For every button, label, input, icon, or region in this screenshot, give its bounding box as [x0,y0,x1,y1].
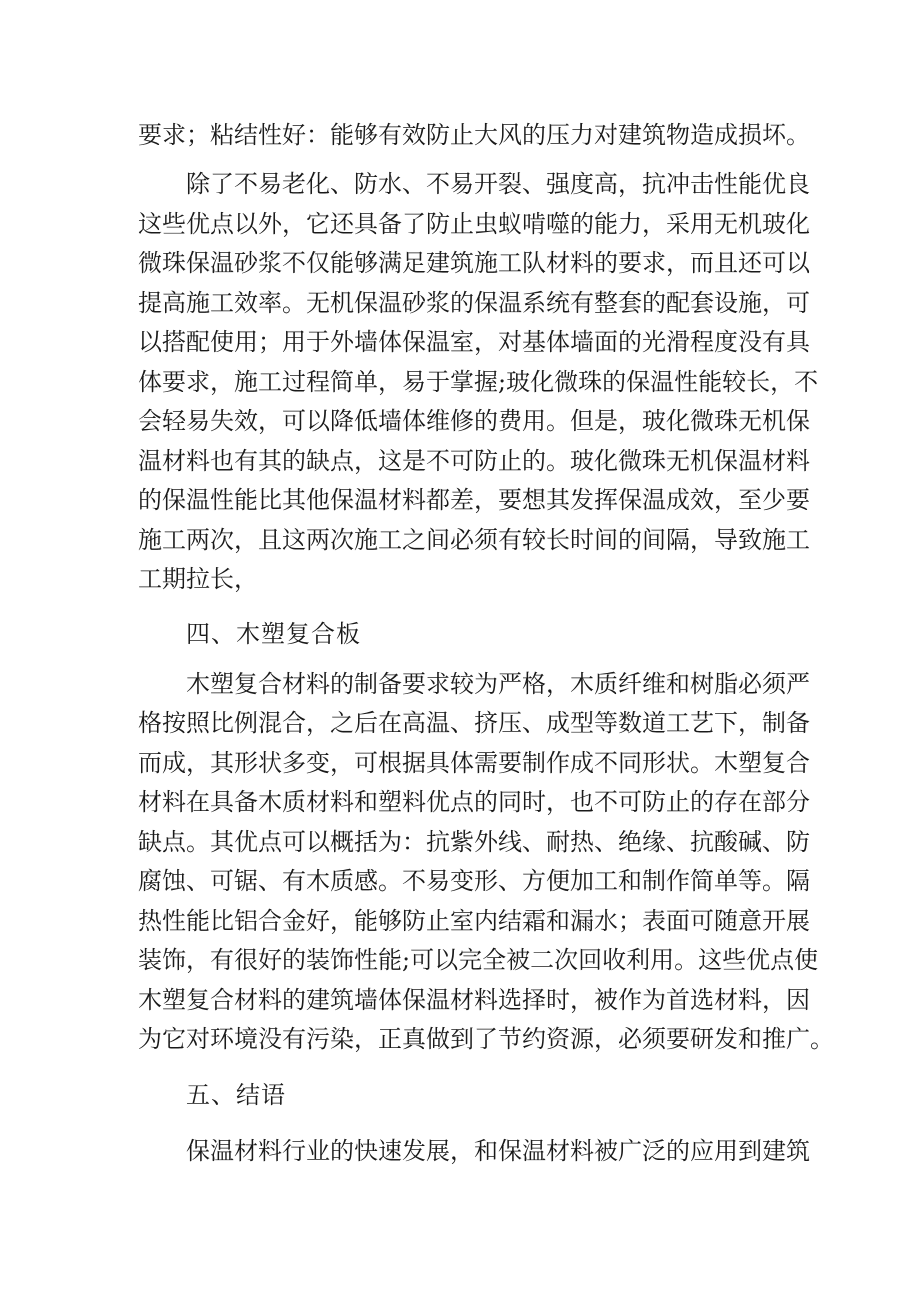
text-line: 腐蚀、可锯、有木质感。不易变形、方便加工和制作简单等。隔 [138,867,810,895]
text-line: 要求；粘结性好：能够有效防止大风的压力对建筑物造成损坏。 [138,121,810,149]
text-line: 装饰，有很好的装饰性能;可以完全被二次回收利用。这些优点使 [138,946,819,974]
text-line: 工期拉长， [138,565,258,593]
text-line: 材料在具备木质材料和塑料优点的同时，也不可防止的存在部分 [138,788,810,816]
text-line: 格按照比例混合，之后在高温、挤压、成型等数道工艺下，制备 [138,709,810,737]
section-heading: 五、结语 [186,1081,286,1109]
text-line: 提高施工效率。无机保温砂浆的保温系统有整套的配套设施，可 [138,289,810,317]
text-line: 除了不易老化、防水、不易开裂、强度高，抗冲击性能优良 [186,170,810,198]
text-line: 热性能比铝合金好，能够防止室内结霜和漏水；表面可随意开展 [138,907,810,935]
text-line: 温材料也有其的缺点，这是不可防止的。玻化微珠无机保温材料 [138,447,810,475]
text-line: 木塑复合材料的制备要求较为严格，木质纤维和树脂必须严 [186,670,810,698]
text-line: 会轻易失效，可以降低墙体维修的费用。但是，玻化微珠无机保 [138,407,810,435]
text-line: 微珠保温砂浆不仅能够满足建筑施工队材料的要求，而且还可以 [138,249,810,277]
text-line: 缺点。其优点可以概括为：抗紫外线、耐热、绝缘、抗酸碱、防 [138,828,810,856]
text-line: 这些优点以外，它还具备了防止虫蚁啃噬的能力，采用无机玻化 [138,210,810,238]
text-line: 体要求，施工过程简单，易于掌握;玻化微珠的保温性能较长，不 [138,368,819,396]
text-line: 保温材料行业的快速发展，和保温材料被广泛的应用到建筑 [186,1137,810,1165]
text-line: 为它对环境没有污染，正真做到了节约资源，必须要研发和推广。 [138,1025,834,1053]
text-line: 以搭配使用；用于外墙体保温室，对基体墙面的光滑程度没有具 [138,328,810,356]
text-line: 施工两次，且这两次施工之间必须有较长时间的间隔，导致施工 [138,526,810,554]
text-line: 的保温性能比其他保温材料都差，要想其发挥保温成效，至少要 [138,486,810,514]
text-line: 而成，其形状多变，可根据具体需要制作成不同形状。木塑复合 [138,749,810,777]
text-line: 木塑复合材料的建筑墙体保温材料选择时，被作为首选材料，因 [138,986,810,1014]
section-heading: 四、木塑复合板 [186,620,361,648]
